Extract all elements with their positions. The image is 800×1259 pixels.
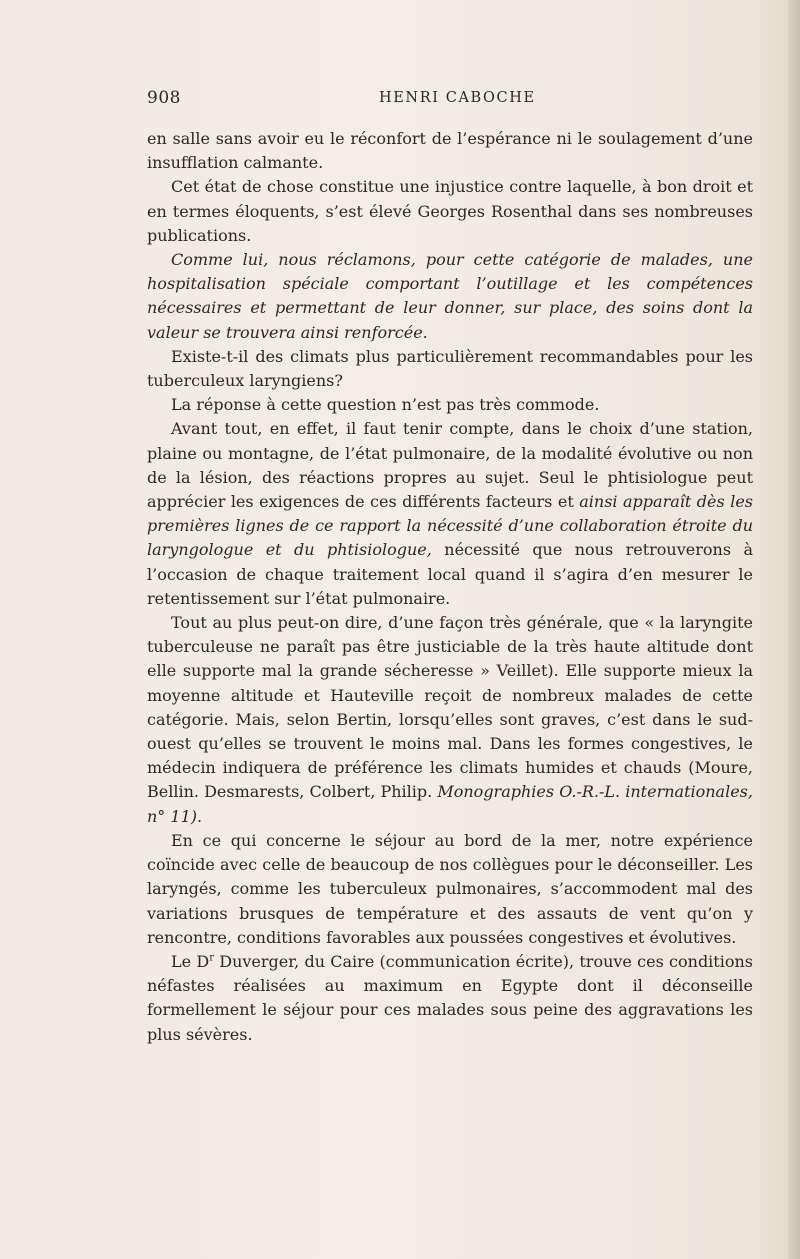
paragraph-6 (147, 417, 753, 611)
paragraph-4: Existe-t-il des climats plus particulièrement recommandables pour les tuberculeux laryngiens? (147, 346, 753, 391)
paragraph-9 (147, 950, 753, 1047)
title-superscript: r (209, 952, 214, 964)
page-number: 908 (147, 88, 181, 108)
paragraph-9-start: Le D (171, 951, 210, 971)
paragraph-6-end: nécessité que nous retrouverons à l’occasion de chaque traitement local quand il s’agira d’en mesurer le retentissement sur l’état pulmonaire. (147, 540, 753, 608)
paragraph-7-start: Tout au plus peut-on dire, d’une façon très générale, que « la laryngite tuberculeuse ne paraît pas être justiciable de la très haute altitude dont elle supporte mal la grande sécheresse » Veillet). Elle supporte mieux la moyenne altitude et Hauteville reçoit de nombreux malades de cette catégorie. Mais, selon Bertin, lorsqu’elles sont graves, c’est dans le sud-ouest qu’elles se trouvent le moins mal. Dans les formes congestives, le médecin indiquera de préférence les climats humides et chauds (Moure, Bellin. Desmarests, Colbert, Philip. (147, 613, 753, 802)
monograph-citation: Monographies O.-R.-L. internationales, n° 11). (147, 782, 753, 826)
paragraph-7 (147, 611, 753, 829)
body-text (147, 127, 753, 1047)
paragraph-8: En ce qui concerne le séjour au bord de la mer, notre expérience coïncide avec celle de beaucoup de nos collègues pour le déconseiller. Les laryngés, comme les tuberculeux pulmonaires, s’accommodent mal des variations brusques de température et des assauts de vent qu’on y rencontre, conditions favorables aux poussées congestives et évolutives. (147, 830, 753, 947)
paragraph-9-end: Duverger, du Caire (communication écrite), trouve ces conditions néfastes réalisées au maximum en Egypte dont il déconseille formellement le séjour pour ces malades sous peine des aggravations les plus sévères. (147, 951, 753, 1044)
page-header (147, 88, 753, 112)
paragraph-5: La réponse à cette question n’est pas très commode. (171, 395, 600, 415)
paragraph-2: Cet état de chose constitue une injustice contre laquelle, à bon droit et en termes éloquents, s’est élevé Georges Rosenthal dans ses nombreuses publications. (147, 177, 753, 245)
paragraph-3 (147, 248, 753, 345)
italic-statement: Comme lui, nous réclamons, pour cette catégorie de malades, une hospitalisation spéciale comportant l’outillage et les compétences nécessaires et permettant de leur donner, sur place, des soins dont la valeur se trouvera ainsi renforcée. (147, 250, 753, 342)
running-title: HENRI CABOCHE (379, 90, 536, 106)
paragraph-1: en salle sans avoir eu le réconfort de l’espérance ni le soulagement d’une insufflation calmante. (147, 129, 753, 173)
paragraph-6-italic: ainsi apparaît dès les premières lignes de ce rapport la nécessité d’une collaboration étroite du laryngologue et du phtisiologue, (147, 492, 753, 560)
paragraph-6-start: Avant tout, en effet, il faut tenir compte, dans le choix d’une station, plaine ou montagne, de l’état pulmonaire, de la modalité évolutive ou non de la lésion, des réactions propres au sujet. Seul le phtisiologue peut apprécier les exigences de ces différents facteurs et (147, 419, 753, 512)
page-edge (788, 0, 800, 1259)
